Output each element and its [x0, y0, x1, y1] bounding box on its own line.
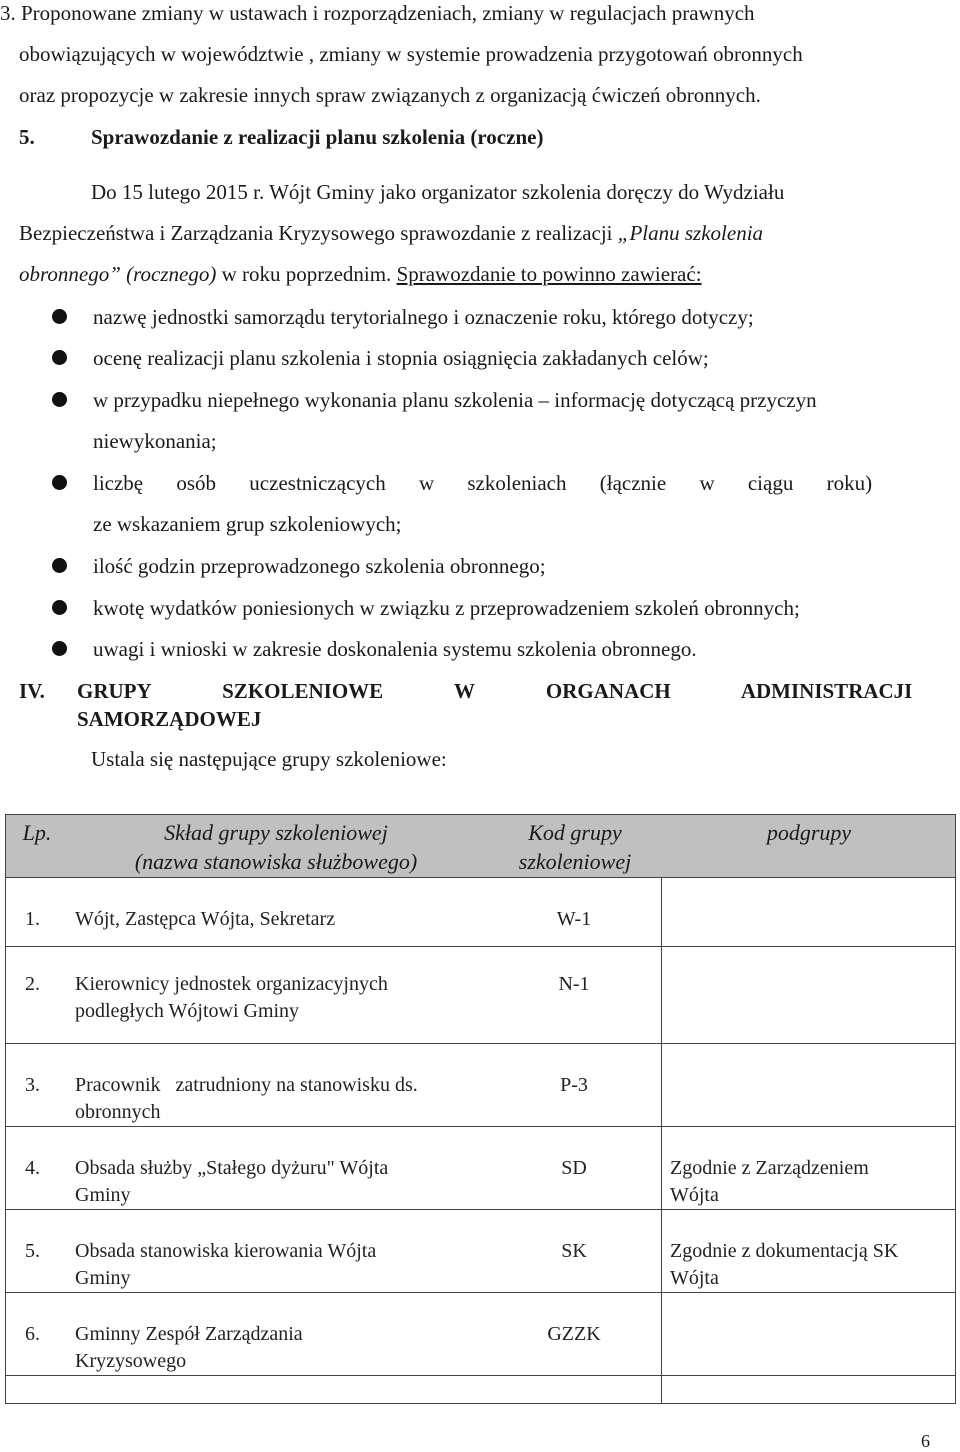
row-5-subgroup-line-1: Zgodnie z dokumentacją SK — [670, 1240, 899, 1262]
table-row-divider — [5, 1043, 956, 1044]
bullet-dot-icon — [52, 641, 67, 656]
row-5-subgroup-line-2: Wójta — [670, 1267, 719, 1289]
header-name-line-1: Skład grupy szkoleniowej — [164, 820, 388, 845]
bullet-item-text: w przypadku niepełnego wykonania planu szkolenia – informację dotyczącą przyczyn — [93, 388, 817, 412]
row-4-lp: 4. — [25, 1157, 40, 1179]
row-4-subgroup-line-1: Zgodnie z Zarządzeniem — [670, 1157, 869, 1179]
row-2-lp: 2. — [25, 973, 40, 995]
intro-line-1-text: 3. Proponowane zmiany w ustawach i rozporządzeniach, zmiany w regulacjach prawnych — [0, 1, 755, 25]
row-3-code: P-3 — [560, 1074, 588, 1096]
row-3-lp: 3. — [25, 1074, 40, 1096]
bullet-item-1 — [0, 304, 960, 330]
bullet-item-3 — [0, 387, 960, 413]
bullet-item-6 — [0, 595, 960, 621]
table-border-right — [955, 878, 956, 1404]
section-5-p1-line-2-text: Bezpieczeństwa i Zarządzania Kryzysowego sprawozdanie z realizacji — [19, 221, 613, 245]
row-4-code: SD — [561, 1157, 587, 1179]
row-6-code: GZZK — [547, 1323, 601, 1345]
bullet-item-text: ocenę realizacji planu szkolenia i stopnia osiągnięcia zakładanych celów; — [93, 346, 709, 370]
table-row-divider — [5, 1209, 956, 1210]
row-4-name-line-2: Gminy — [75, 1184, 131, 1206]
bullet-dot-icon — [52, 350, 67, 365]
row-2-name-line-2: podległych Wójtowi Gminy — [75, 1000, 300, 1022]
row-6-name-line-2: Kryzysowego — [75, 1350, 187, 1372]
row-4-subgroup-line-2: Wójta — [670, 1184, 719, 1206]
bullet-dot-icon — [52, 475, 67, 490]
plan-title-italic-end: obronnego” (rocznego) — [19, 262, 217, 286]
bullet-item-text: uwagi i wnioski w zakresie doskonalenia systemu szkolenia obronnego. — [93, 637, 697, 661]
bullet-item-4 — [0, 470, 960, 496]
bullet-dot-icon — [52, 558, 67, 573]
table-border-left — [5, 878, 6, 1404]
row-4-name-line-1: Obsada służby „Stałego dyżuru" Wójta — [75, 1157, 389, 1179]
bullet-dot-icon — [52, 600, 67, 615]
table-border-bottom — [5, 1403, 956, 1404]
table-divider — [661, 878, 662, 1404]
intro-line-2: obowiązujących w województwie , zmiany w systemie prowadzenia przygotowań obronnych — [19, 42, 803, 66]
row-2-code: N-1 — [558, 973, 590, 995]
header-code-line-1: Kod grupy — [528, 820, 622, 845]
row-6-name-line-1: Gminny Zespół Zarządzania — [75, 1323, 303, 1345]
table-row-divider — [5, 1375, 956, 1376]
bullet-item-7 — [0, 636, 960, 662]
row-5-name-line-1: Obsada stanowiska kierowania Wójta — [75, 1240, 377, 1262]
bullet-item-4-continuation: ze wskazaniem grup szkoleniowych; — [93, 512, 402, 536]
section-5-p1-line-1: Do 15 lutego 2015 r. Wójt Gminy jako organizator szkolenia doręczy do Wydziału — [91, 180, 785, 204]
row-5-lp: 5. — [25, 1240, 40, 1262]
table-row-divider — [5, 946, 956, 947]
row-1-code: W-1 — [556, 908, 592, 930]
row-5-code: SK — [561, 1240, 587, 1262]
section-4-lead: Ustala się następujące grupy szkoleniowe: — [91, 747, 447, 771]
header-subgroups: podgrupy — [766, 820, 852, 845]
intro-line-3: oraz propozycje w zakresie innych spraw związanych z organizacją ćwiczeń obronnych. — [19, 83, 761, 107]
bullet-dot-icon — [52, 309, 67, 324]
training-groups-table — [5, 814, 956, 1404]
plan-title-italic-start: „Planu szkolenia — [617, 221, 764, 245]
row-2-name-line-1: Kierownicy jednostek organizacyjnych — [75, 973, 388, 995]
row-1-name: Wójt, Zastępca Wójta, Sekretarz — [75, 908, 336, 930]
header-code-line-2: szkoleniowej — [518, 849, 632, 874]
table-row-divider — [5, 1292, 956, 1293]
section-5-p1-line-3 — [19, 261, 702, 287]
bullet-item-text: nazwę jednostki samorządu terytorialnego i oznaczenie roku, którego dotyczy; — [93, 305, 754, 329]
section-4-number: IV. — [19, 679, 45, 703]
bullet-item-2 — [0, 345, 960, 371]
bullet-item-text: kwotę wydatków poniesionych w związku z przeprowadzeniem szkoleń obronnych; — [93, 596, 800, 620]
intro-line-1 — [0, 0, 898, 26]
section-5-p1-line-3-text: w roku poprzednim. — [216, 262, 397, 286]
bullet-item-text: ilość godzin przeprowadzonego szkolenia obronnego; — [93, 554, 546, 578]
row-5-name-line-2: Gminy — [75, 1267, 131, 1289]
bullet-item-text: liczbę osób uczestniczących w szkoleniach (łącznie w ciągu roku) — [93, 471, 873, 495]
bullet-item-5 — [0, 553, 960, 579]
section-4-title-line-2: SAMORZĄDOWEJ — [77, 707, 262, 731]
bullet-item-3-continuation: niewykonania; — [93, 429, 217, 453]
section-5-title: Sprawozdanie z realizacji planu szkolenia (roczne) — [91, 125, 544, 149]
row-3-name-line-1: Pracownik zatrudniony na stanowisku ds. — [75, 1074, 418, 1096]
section-5-number: 5. — [19, 125, 35, 149]
report-contents-lead: Sprawozdanie to powinno zawierać: — [396, 262, 702, 286]
header-name-line-2: (nazwa stanowiska służbowego) — [134, 849, 418, 874]
table-header — [5, 814, 956, 878]
section-4-title-line-1: GRUPY SZKOLENIOWE W ORGANACH ADMINISTRACJI — [77, 679, 913, 703]
header-lp: Lp. — [22, 820, 52, 845]
row-6-lp: 6. — [25, 1323, 40, 1345]
page-number: 6 — [921, 1431, 930, 1451]
row-1-lp: 1. — [25, 908, 40, 930]
bullet-dot-icon — [52, 392, 67, 407]
row-3-name-line-2: obronnych — [75, 1101, 161, 1123]
section-5-p1-line-2 — [19, 220, 763, 246]
table-row-divider — [5, 1126, 956, 1127]
